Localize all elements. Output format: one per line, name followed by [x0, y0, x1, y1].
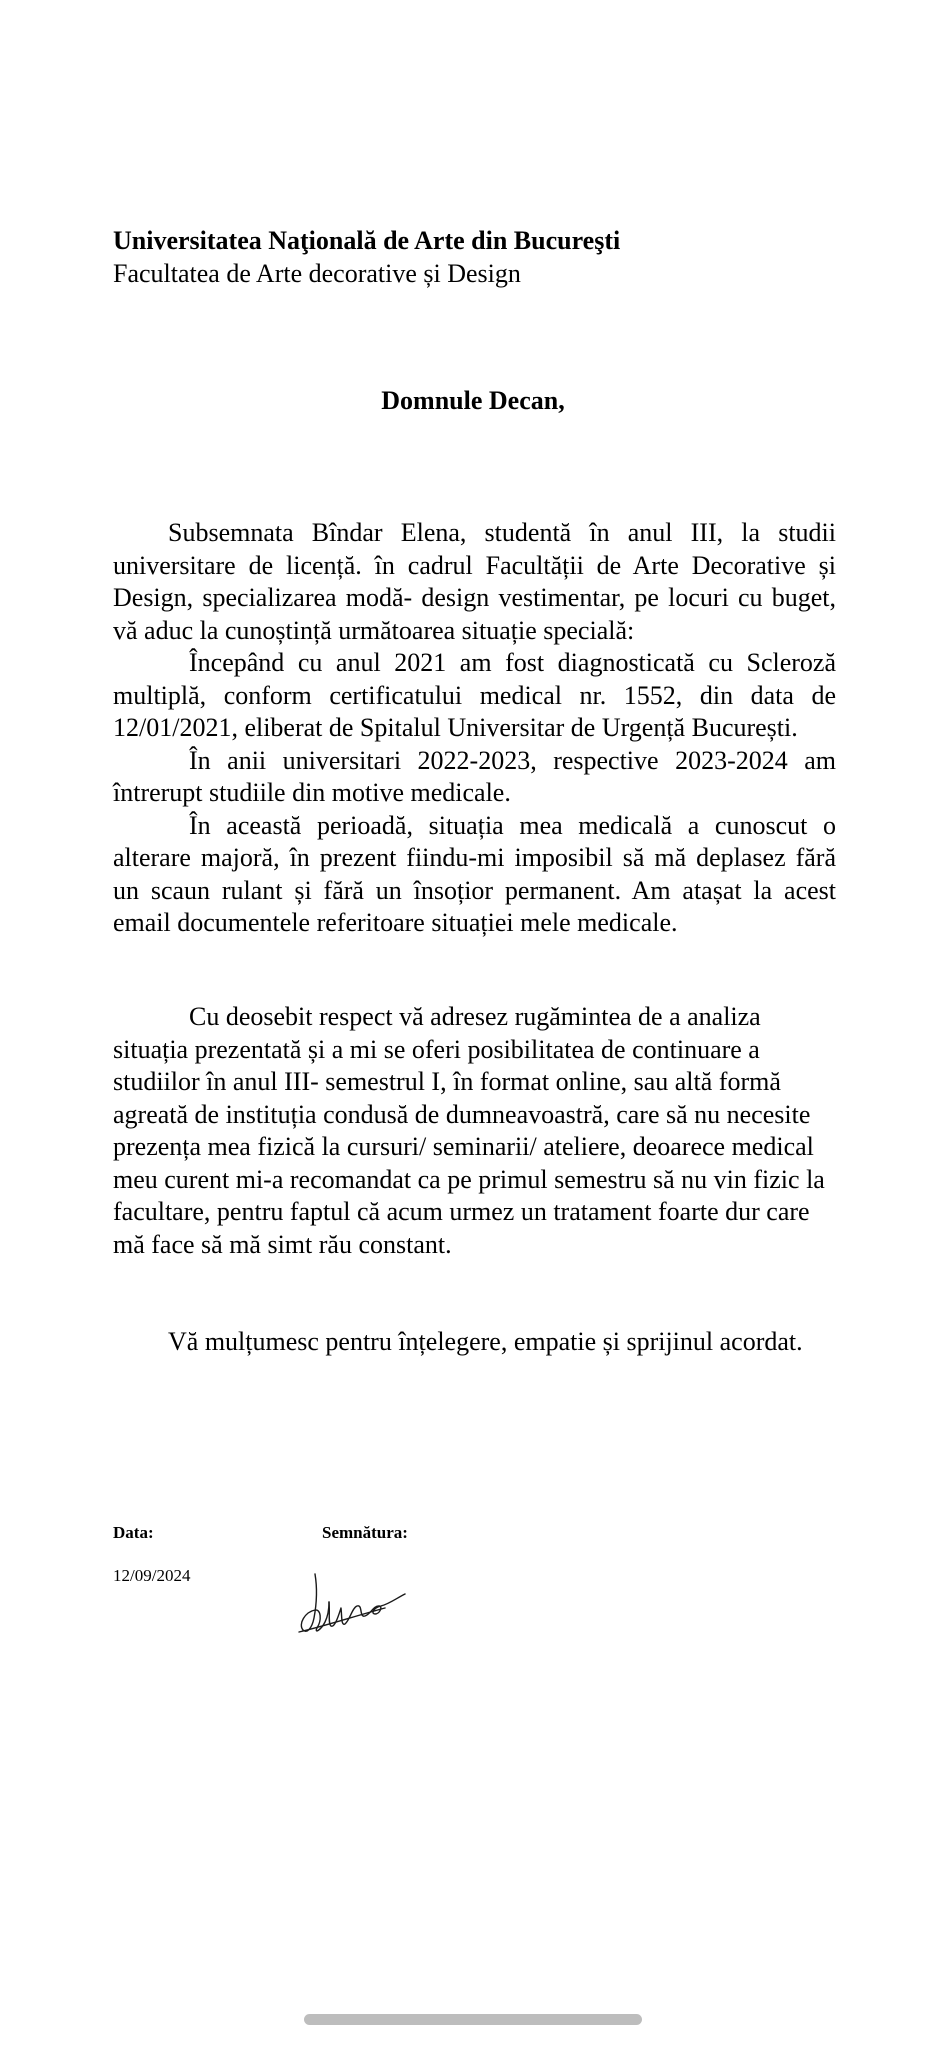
paragraph-request: Cu deosebit respect vă adresez rugămintea de a analiza situația prezentată și a mi se oferi posibilitatea de continuare a studiilor în anul III- semestrul I, în format online, sau altă formă agreată de instituția condusă de dumneavoastră, care să nu necesite prezența mea fizică la cursuri/ seminarii/ ateliere, deoarece medical meu curent mi-a recomandat ca pe primul semestru să nu vin fizic la facultare, pentru faptul că acum urmez un tratament foarte dur care mă face să mă simt rău constant.: [113, 1002, 825, 1259]
paragraph-diagnosis: Începând cu anul 2021 am fost diagnosticată cu Scleroză multiplă, conform certificatului medical nr. 1552, din data de 12/01/2021, eliberat de Spitalul Universitar de Urgență București.: [113, 648, 836, 742]
letter-header: [113, 224, 620, 290]
signature-icon: [295, 1572, 407, 1640]
paragraph-condition: În această perioadă, situația mea medicală a cunoscut o alterare majoră, în prezent fiindu-mi imposibil să mă deplasez fără un scaun rulant și fără un însoțior permanent. Am atașat la acest email documentele referitoare situației mele medicale.: [113, 810, 836, 937]
faculty-name: Facultatea de Arte decorative și Design: [113, 259, 521, 288]
paragraph-interruption: În anii universitari 2022-2023, respective 2023-2024 am întrerupt studiile din motive medicale.: [113, 745, 836, 807]
signature-label: Semnătura:: [322, 1523, 408, 1542]
university-name: Universitatea Naţională de Arte din Bucureşti: [113, 226, 621, 255]
date-label: Data:: [113, 1523, 154, 1542]
date-value: 12/09/2024: [113, 1566, 191, 1585]
paragraph-thanks: Vă mulțumesc pentru înțelegere, empatie și sprijinul acordat.: [168, 1327, 803, 1356]
letter-body: [113, 517, 836, 940]
home-indicator-bar[interactable]: [304, 2014, 642, 2025]
letter-request: [113, 1001, 836, 1261]
letter-closing: [168, 1326, 836, 1359]
paragraph-intro: Subsemnata Bîndar Elena, studentă în anul III, la studii universitare de licență. în cadrul Facultății de Arte Decorative și Design, specializarea modă- design vestimentar, pe locuri cu buget, vă aduc la cunoștință următoarea situație specială:: [113, 518, 836, 645]
salutation: Domnule Decan,: [381, 386, 565, 415]
